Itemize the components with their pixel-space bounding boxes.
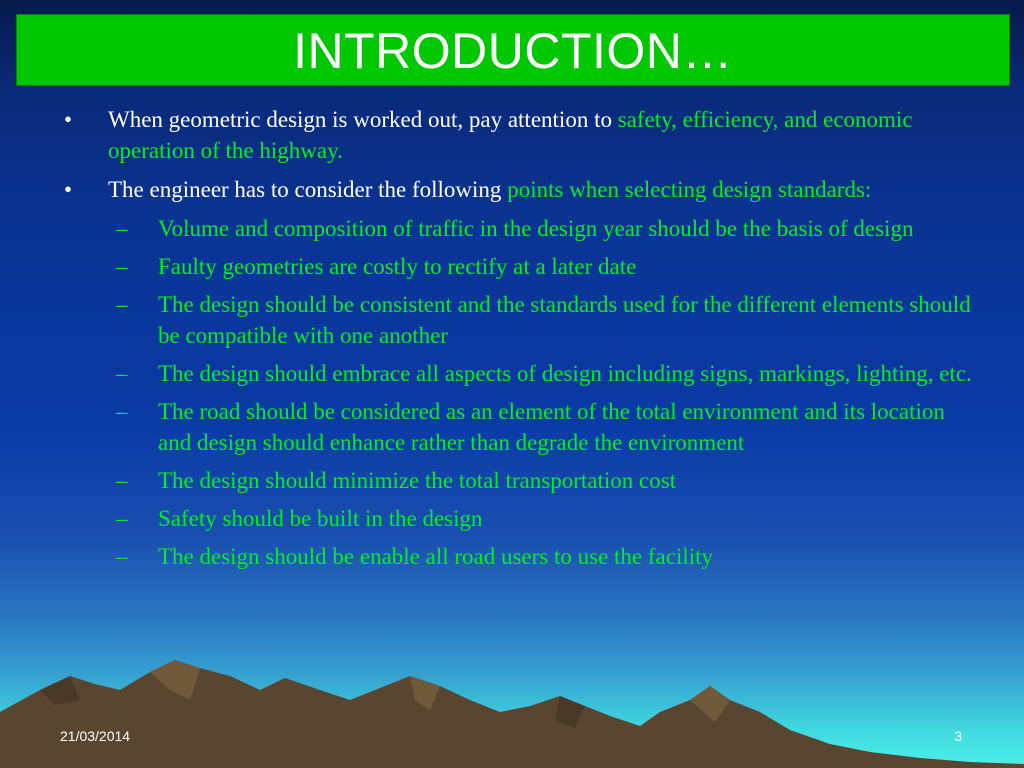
bullet-text: The engineer has to consider the following points when selecting design standards: — [108, 177, 872, 202]
bullet-mark: • — [64, 107, 73, 132]
sub-bullet-mark: – — [116, 254, 128, 279]
bullet-text: When geometric design is worked out, pay attention to safety, efficiency, and economic operation of the highway. — [108, 107, 913, 163]
sub-bullet-item — [102, 358, 976, 389]
sub-bullet-mark: – — [116, 468, 128, 493]
sub-bullet-text: The design should be enable all road users to use the facility — [158, 544, 714, 569]
bullet-item — [56, 174, 976, 205]
title-bar — [16, 14, 1010, 86]
sub-bullet-text: The design should be consistent and the standards used for the different elements should be compatible with one another — [158, 292, 971, 348]
bullet-item — [56, 104, 976, 166]
sub-bullet-mark: – — [116, 361, 128, 386]
footer-date: 21/03/2014 — [60, 728, 131, 744]
bullet-mark: • — [64, 177, 73, 202]
sub-bullet-mark: – — [116, 292, 128, 317]
sub-bullet-text: Faulty geometries are costly to rectify at a later date — [158, 254, 637, 279]
sub-bullet-item — [102, 541, 976, 572]
sub-bullet-text: Volume and composition of traffic in the design year should be the basis of design — [158, 216, 914, 241]
sub-bullet-item — [102, 503, 976, 534]
sub-bullet-item — [102, 213, 976, 244]
sub-bullet-text: Safety should be built in the design — [158, 506, 483, 531]
sub-bullet-item — [102, 396, 976, 458]
sub-bullet-item — [102, 289, 976, 351]
sub-bullet-text: The design should minimize the total transportation cost — [158, 468, 677, 493]
sub-bullet-mark: – — [116, 216, 128, 241]
sub-bullet-item — [102, 251, 976, 282]
page-number: 3 — [954, 728, 962, 744]
sub-bullet-mark: – — [116, 506, 128, 531]
sub-bullet-mark: – — [116, 544, 128, 569]
slide-title: INTRODUCTION… — [293, 23, 733, 79]
sub-bullet-item — [102, 465, 976, 496]
sub-bullet-text: The road should be considered as an element of the total environment and its location and design should enhance rather than degrade the environment — [158, 399, 945, 455]
sub-bullet-mark: – — [116, 399, 128, 424]
sub-bullet-text: The design should embrace all aspects of design including signs, markings, lighting, etc. — [158, 361, 972, 386]
slide-content — [56, 104, 976, 579]
sub-bullet-list — [56, 213, 976, 572]
